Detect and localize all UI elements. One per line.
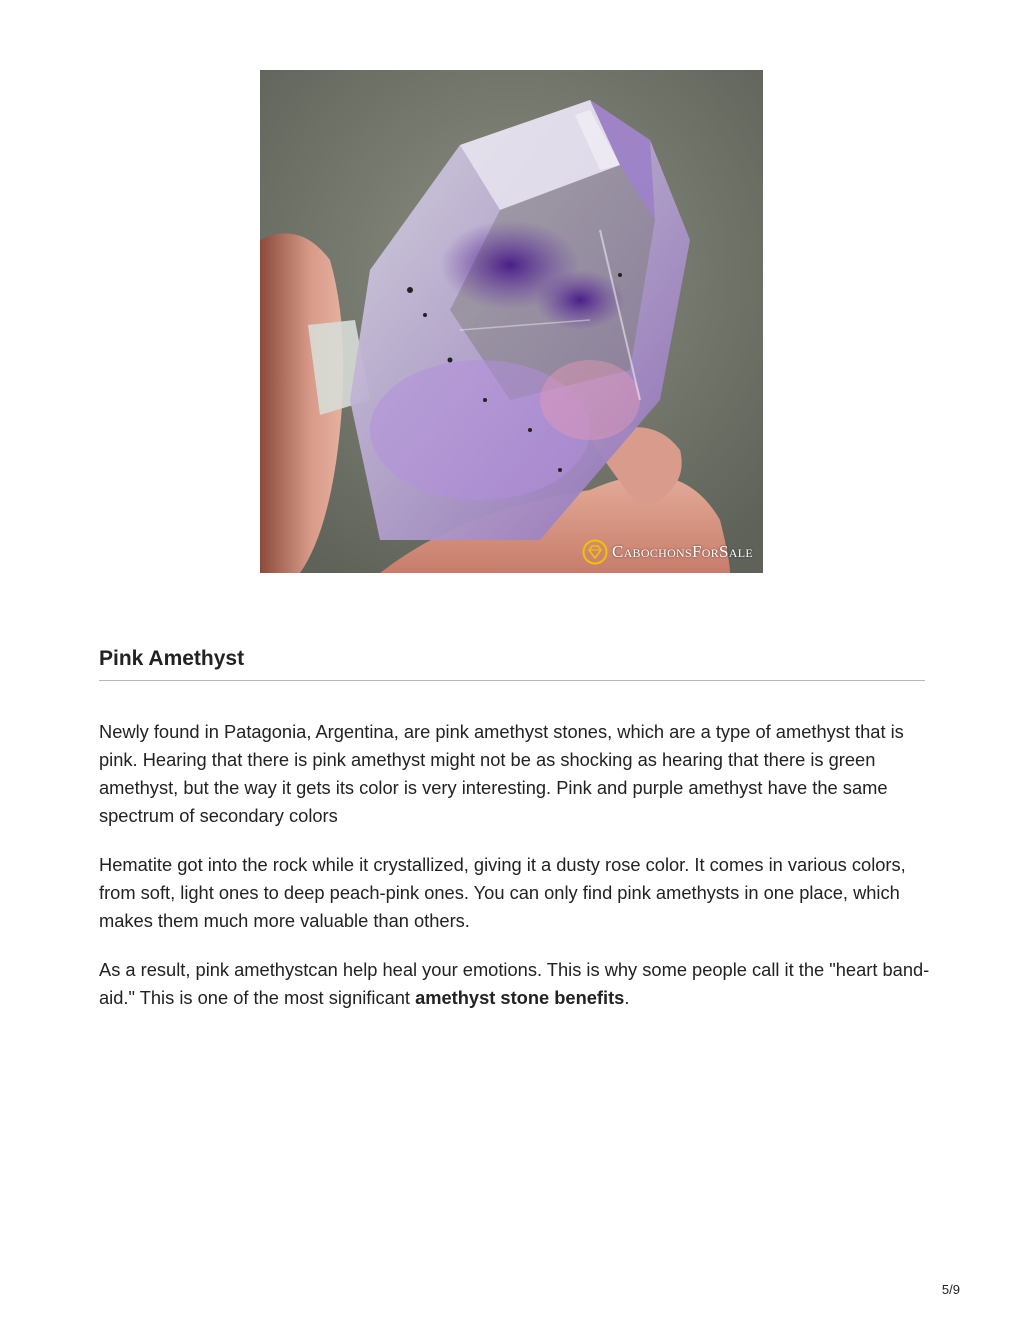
paragraph-tail: . <box>624 987 630 1008</box>
paragraph-lead: As a result, pink amethystcan help heal your emotions. This is why some people call it the "heart band-aid." This is one of the most significant <box>99 959 930 1008</box>
article-body <box>99 718 931 1033</box>
amethyst-photo <box>260 70 763 573</box>
page-number: 5/9 <box>941 1282 960 1297</box>
paragraph-with-link <box>99 956 931 1012</box>
watermark-text: CabochonsForSale <box>611 542 753 561</box>
watermark <box>582 539 753 565</box>
paragraph: Hematite got into the rock while it crystallized, giving it a dusty rose color. It comes in various colors, from soft, light ones to deep peach-pink ones. You can only find pink amethysts in one place, which makes them much more valuable than others. <box>99 854 906 931</box>
benefits-emphasis: amethyst stone benefits <box>415 987 625 1008</box>
heading-divider <box>99 680 925 681</box>
gem-logo-icon <box>582 539 608 565</box>
section-heading: Pink Amethyst <box>99 647 245 670</box>
amethyst-illustration <box>260 70 763 573</box>
paragraph: Newly found in Patagonia, Argentina, are pink amethyst stones, which are a type of amethyst that is pink. Hearing that there is pink amethyst might not be as shocking as hearing that there is green amethyst, but the way it gets its color is very interesting. Pink and purple amethyst have the same spectrum of secondary colors <box>99 721 904 826</box>
